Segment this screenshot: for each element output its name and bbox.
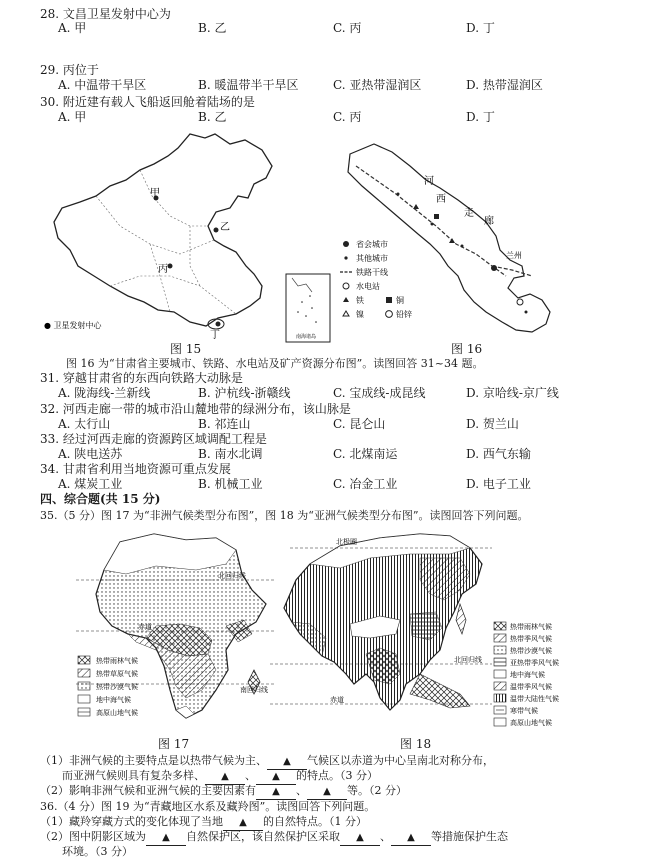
svg-text:热带沙漠气候: 热带沙漠气候 xyxy=(96,683,138,691)
svg-text:铁路干线: 铁路干线 xyxy=(356,268,388,277)
svg-text:高原山地气候: 高原山地气候 xyxy=(510,719,552,727)
svg-text:水电站: 水电站 xyxy=(356,282,380,291)
figure-16-gansu-map xyxy=(336,126,568,340)
q35-blank-5[interactable]: ▲ xyxy=(307,784,347,800)
svg-text:铁: 铁 xyxy=(356,296,364,305)
fig18-caption: 图 18 xyxy=(400,737,432,751)
q29-option-b[interactable]: B. 暖温带半干旱区 xyxy=(198,78,299,92)
svg-text:热带草原气候: 热带草原气候 xyxy=(96,670,138,678)
label-jia: 甲 xyxy=(150,188,160,199)
svg-text:温带季风气候: 温带季风气候 xyxy=(510,683,552,691)
q32-option-a[interactable]: A. 太行山 xyxy=(58,417,111,431)
figure-18-asia-map xyxy=(270,524,492,736)
figure-15-china-map xyxy=(40,126,340,348)
label-zou: 走 xyxy=(464,208,474,219)
label-lang: 廊 xyxy=(484,216,494,227)
label-lanzhou: 兰州 xyxy=(506,251,522,260)
q28-option-b[interactable]: B. 乙 xyxy=(198,21,227,35)
q34-option-a[interactable]: A. 煤炭工业 xyxy=(58,477,123,491)
q35-part2: （2）影响非洲气候和亚洲气候的主要因素有 ▲ 、 ▲ 等。（2 分） xyxy=(40,783,407,800)
q29-stem: 29. 丙位于 xyxy=(40,63,99,77)
q36-stem: 36.（4 分）图 19 为“青藏地区水系及藏羚图”。读图回答下列问题。 xyxy=(40,800,376,813)
fig15-legend: ● 卫星发射中心 xyxy=(44,321,102,330)
q35-blank-2[interactable]: ▲ xyxy=(205,769,245,785)
q33-option-d[interactable]: D. 西气东输 xyxy=(466,447,531,461)
q32-stem: 32. 河西走廊一带的城市沿山麓地带的绿洲分布，该山脉是 xyxy=(40,402,351,416)
label-bing: 丙 xyxy=(158,264,168,275)
svg-text:温带大陆性气候: 温带大陆性气候 xyxy=(510,695,559,703)
q31-option-a[interactable]: A. 陇海线-兰新线 xyxy=(58,386,151,400)
svg-text:铅锌: 铅锌 xyxy=(396,310,412,319)
q34-stem: 34. 甘肃省利用当地资源可重点发展 xyxy=(40,462,231,476)
fig16-legend xyxy=(340,239,412,319)
q36-part2-line2: 环境。（3 分） xyxy=(62,845,133,858)
q35-part1-line2: 而亚洲气候则具有复杂多样、 ▲ 、 ▲ 的特点。（3 分） xyxy=(62,768,378,785)
q29-option-c[interactable]: C. 亚热带湿润区 xyxy=(333,78,422,92)
q35-stem: 35.（5 分）图 17 为“非洲气候类型分布图”，图 18 为“亚洲气候类型分布图”。读图回答下列问题。 xyxy=(40,509,529,522)
label-xi: 西 xyxy=(436,194,446,205)
q36-part2: （2）图中阴影区域为 ▲ 自然保护区，该自然保护区采取 ▲ 、 ▲ 等措施保护生态 xyxy=(40,829,508,846)
svg-text:热带季风气候: 热带季风气候 xyxy=(510,635,552,643)
q28-option-a[interactable]: A. 甲 xyxy=(58,21,87,35)
q35-part1-line1: （1）非洲气候的主要特点是以热带气候为主、 ▲ 气候区以赤道为中心呈南北对称分布， xyxy=(40,753,494,770)
q29-option-d[interactable]: D. 热带湿润区 xyxy=(466,78,543,92)
fig17-legend xyxy=(76,654,180,724)
svg-text:热带雨林气候: 热带雨林气候 xyxy=(510,623,552,631)
inset-frame xyxy=(286,274,330,342)
africa-tropic-s-label: 南回归线 xyxy=(240,686,268,694)
svg-text:亚热带季风气候: 亚热带季风气候 xyxy=(510,659,559,667)
q28-option-c[interactable]: C. 丙 xyxy=(333,21,362,35)
q30-option-c[interactable]: C. 丙 xyxy=(333,110,362,124)
q36-blank-3[interactable]: ▲ xyxy=(340,830,380,846)
q29-option-a[interactable]: A. 中温带干旱区 xyxy=(58,78,147,92)
q33-option-b[interactable]: B. 南水北调 xyxy=(198,447,263,461)
q32-option-d[interactable]: D. 贺兰山 xyxy=(466,417,519,431)
label-yi: 乙 xyxy=(220,222,230,233)
label-ding: 丁 xyxy=(210,330,220,341)
africa-tropic-n-label: 北回归线 xyxy=(218,572,246,580)
q32-option-c[interactable]: C. 昆仑山 xyxy=(333,417,386,431)
svg-text:其他城市: 其他城市 xyxy=(356,254,388,263)
q30-option-d[interactable]: D. 丁 xyxy=(466,110,495,124)
launch-site-yi xyxy=(214,228,219,233)
asia-arctic-label: 北极圈 xyxy=(336,538,357,546)
q33-stem: 33. 经过河西走廊的资源跨区域调配工程是 xyxy=(40,432,267,446)
svg-text:热带雨林气候: 热带雨林气候 xyxy=(96,657,138,665)
africa-equator-label: 赤道 xyxy=(138,623,152,631)
svg-text:省会城市: 省会城市 xyxy=(356,240,388,249)
asia-equator-label: 赤道 xyxy=(330,696,344,704)
svg-text:高原山地气候: 高原山地气候 xyxy=(96,709,138,717)
label-he: 河 xyxy=(424,176,434,187)
fig18-legend xyxy=(492,620,600,738)
launch-site-bing xyxy=(168,264,173,269)
section-4-heading: 四、综合题(共 15 分) xyxy=(40,492,161,506)
q31-stem: 31. 穿越甘肃省的东西向铁路大动脉是 xyxy=(40,371,243,385)
q31-option-c[interactable]: C. 宝成线-成昆线 xyxy=(333,386,426,400)
q36-blank-1[interactable]: ▲ xyxy=(223,815,263,831)
q33-option-c[interactable]: C. 北煤南运 xyxy=(333,447,398,461)
svg-text:地中海气候: 地中海气候 xyxy=(96,696,131,704)
q35-blank-4[interactable]: ▲ xyxy=(256,784,296,800)
q28-stem: 28. 文昌卫星发射中心为 xyxy=(40,7,171,21)
asia-tropic-n-label: 北回归线 xyxy=(454,656,482,664)
fig16-intro: 图 16 为“甘肃省主要城市、铁路、水电站及矿产资源分布图”。读图回答 31~34 题。 xyxy=(66,357,484,370)
q31-option-d[interactable]: D. 京哈线-京广线 xyxy=(466,386,559,400)
q35-blank-3[interactable]: ▲ xyxy=(256,769,296,785)
svg-text:热带沙漠气候: 热带沙漠气候 xyxy=(510,647,552,655)
q34-option-d[interactable]: D. 电子工业 xyxy=(466,477,531,491)
q36-part1: （1）藏羚穿藏方式的变化体现了当地 ▲ 的自然特点。（1 分） xyxy=(40,814,367,831)
svg-text:地中海气候: 地中海气候 xyxy=(510,671,545,679)
launch-site-ding xyxy=(216,322,221,327)
fig15-caption: 图 15 xyxy=(170,342,202,356)
svg-text:寒带气候: 寒带气候 xyxy=(510,707,538,715)
fig17-caption: 图 17 xyxy=(158,737,190,751)
inset-label: 南海诸岛 xyxy=(296,334,317,340)
q36-blank-2[interactable]: ▲ xyxy=(146,830,186,846)
q28-option-d[interactable]: D. 丁 xyxy=(466,21,495,35)
q33-option-a[interactable]: A. 陕电送苏 xyxy=(58,447,123,461)
q30-option-b[interactable]: B. 乙 xyxy=(198,110,227,124)
q31-option-b[interactable]: B. 沪杭线-浙赣线 xyxy=(198,386,291,400)
q34-option-b[interactable]: B. 机械工业 xyxy=(198,477,263,491)
q32-option-b[interactable]: B. 祁连山 xyxy=(198,417,251,431)
q35-blank-1[interactable]: ▲ xyxy=(267,754,307,770)
q36-blank-4[interactable]: ▲ xyxy=(391,830,431,846)
q30-option-a[interactable]: A. 甲 xyxy=(58,110,87,124)
q30-stem: 30. 附近建有载人飞船返回舱着陆场的是 xyxy=(40,95,255,109)
svg-text:铜: 铜 xyxy=(396,296,404,305)
fig16-caption: 图 16 xyxy=(451,342,483,356)
q34-option-c[interactable]: C. 冶金工业 xyxy=(333,477,398,491)
svg-text:镍: 镍 xyxy=(356,310,364,319)
